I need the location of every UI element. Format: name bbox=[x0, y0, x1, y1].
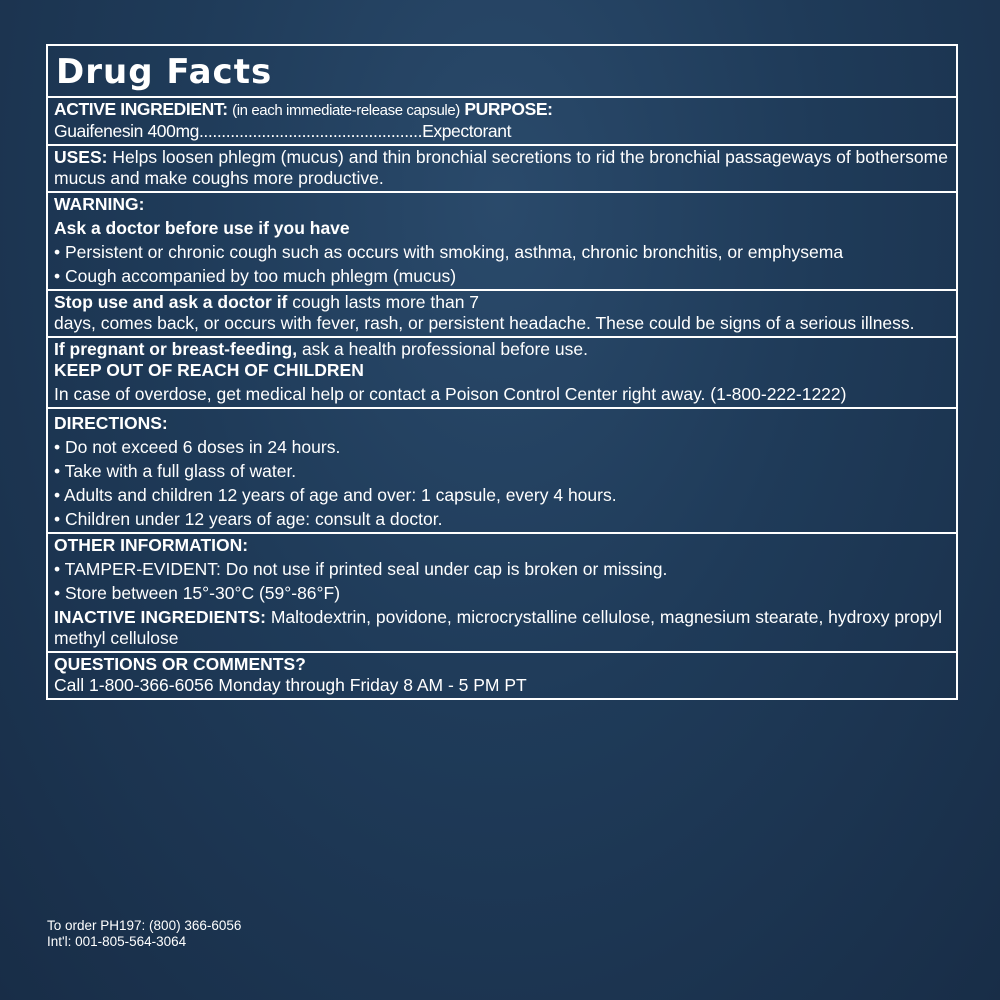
order-info bbox=[47, 918, 241, 950]
pregnant-text: ask a health professional before use. bbox=[301, 339, 588, 359]
intl-line: Int'l: 001-805-564-3064 bbox=[47, 934, 187, 949]
uses-section bbox=[48, 144, 956, 191]
inactive-ingredients-text: Maltodextrin, povidone, microcrystalline cellulose, magnesium stearate, hydroxy propyl methyl cellulose bbox=[54, 607, 942, 648]
active-ingredient-heading: ACTIVE INGREDIENT: bbox=[54, 99, 228, 119]
active-ingredient-note: (in each immediate-release capsule) bbox=[232, 102, 460, 119]
other-bullet: • Store between 15°-30°C (59°-86°F) bbox=[54, 583, 341, 603]
warning-bullet: • Persistent or chronic cough such as occurs with smoking, asthma, chronic bronchitis, or emphysema bbox=[54, 242, 844, 262]
overdose-text: In case of overdose, get medical help or contact a Poison Control Center right away. (1-800-222-1222) bbox=[54, 384, 847, 404]
uses-heading: USES: bbox=[54, 147, 108, 167]
drug-facts-title: Drug Facts bbox=[56, 52, 273, 92]
other-information-section bbox=[48, 532, 956, 651]
other-bullet: • TAMPER-EVIDENT: Do not use if printed seal under cap is broken or missing. bbox=[54, 559, 668, 579]
questions-text: Call 1-800-366-6056 Monday through Friday 8 AM - 5 PM PT bbox=[54, 675, 527, 695]
stop-use-text: cough lasts more than 7 bbox=[292, 292, 480, 312]
warning-section bbox=[48, 191, 956, 289]
other-information-heading: OTHER INFORMATION: bbox=[54, 535, 249, 555]
drug-facts-panel bbox=[46, 44, 958, 700]
title-row bbox=[48, 46, 956, 96]
warning-heading: WARNING: bbox=[54, 194, 145, 214]
questions-section bbox=[48, 651, 956, 698]
active-ingredient-section bbox=[48, 96, 956, 144]
directions-bullet: • Take with a full glass of water. bbox=[54, 461, 297, 481]
order-line: To order PH197: (800) 366-6056 bbox=[47, 918, 242, 933]
directions-bullet: • Do not exceed 6 doses in 24 hours. bbox=[54, 437, 341, 457]
ask-doctor-heading: Ask a doctor before use if you have bbox=[54, 218, 350, 238]
stop-use-text-continued: days, comes back, or occurs with fever, rash, or persistent headache. These could be signs of a serious illness. bbox=[54, 313, 915, 333]
questions-heading: QUESTIONS OR COMMENTS? bbox=[54, 654, 306, 674]
directions-heading: DIRECTIONS: bbox=[54, 413, 168, 433]
purpose-heading: PURPOSE: bbox=[464, 99, 553, 119]
uses-text: Helps loosen phlegm (mucus) and thin bronchial secretions to rid the bronchial passageways of bothersome mucus and make coughs more productive. bbox=[54, 147, 948, 188]
stop-use-heading: Stop use and ask a doctor if bbox=[54, 292, 288, 312]
pregnant-heading: If pregnant or breast-feeding, bbox=[54, 339, 298, 359]
keep-out-heading: KEEP OUT OF REACH OF CHILDREN bbox=[54, 360, 364, 380]
inactive-ingredients-heading: INACTIVE INGREDIENTS: bbox=[54, 607, 266, 627]
pregnant-section bbox=[48, 336, 956, 407]
active-ingredient-line: Guaifenesin 400mg..................................................Expectorant bbox=[54, 121, 512, 141]
directions-section bbox=[48, 407, 956, 532]
warning-bullet: • Cough accompanied by too much phlegm (mucus) bbox=[54, 266, 457, 286]
directions-bullet: • Adults and children 12 years of age and over: 1 capsule, every 4 hours. bbox=[54, 485, 617, 505]
stop-use-section bbox=[48, 289, 956, 336]
directions-bullet: • Children under 12 years of age: consult a doctor. bbox=[54, 509, 443, 529]
